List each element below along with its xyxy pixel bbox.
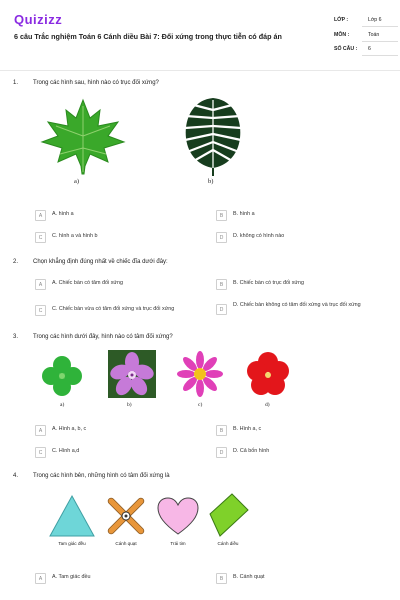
option-letter-box[interactable]: C <box>35 232 46 243</box>
option-letter-box[interactable]: A <box>35 425 46 436</box>
option-letter-box[interactable]: C <box>35 447 46 458</box>
question-4-number: 4. <box>13 473 19 479</box>
q3-caption-b: b) <box>127 402 132 408</box>
q2-option-c[interactable] <box>35 305 174 316</box>
meta-count-label: SỐ CÂU : <box>334 46 358 52</box>
question-2-text: Chọn khẳng định đúng nhất về chiếc đĩa dưới đây: <box>33 259 168 265</box>
option-text: B. Hình a, c <box>233 426 262 432</box>
option-letter-box[interactable]: A <box>35 573 46 584</box>
q4-caption-kite: Cánh diều <box>217 541 239 546</box>
option-text: C. hình a và hình b <box>52 233 98 239</box>
option-text: B. Cánh quạt <box>233 574 265 580</box>
equilateral-triangle-image <box>48 494 96 538</box>
option-text: B. Chiếc bàn có trục đối xứng <box>233 280 305 286</box>
q1-option-a[interactable] <box>35 210 74 221</box>
heart-image <box>156 496 200 536</box>
question-4-text: Trong các hình bên, những hình có tâm đối xứng là <box>33 473 170 479</box>
option-letter-box[interactable]: B <box>216 210 227 221</box>
option-letter-box[interactable]: D <box>216 304 227 315</box>
header-divider <box>0 70 400 71</box>
option-text: C. Hình a,d <box>52 448 80 454</box>
q1-option-b[interactable] <box>216 210 255 221</box>
option-text: A. Chiếc bàn có tâm đối xứng <box>52 280 124 286</box>
option-text: C. Chiếc bàn vừa có tâm đối xứng và trục đối xứng <box>52 306 175 312</box>
question-1-number: 1. <box>13 80 19 86</box>
option-letter-box[interactable]: A <box>35 279 46 290</box>
purple-flower-image <box>108 350 156 398</box>
q3-option-a[interactable] <box>35 425 86 436</box>
kite-image <box>206 492 250 538</box>
q4-option-b[interactable] <box>216 573 264 584</box>
meta-subject-label: MÔN : <box>334 32 350 38</box>
meta-divider <box>362 41 398 42</box>
option-letter-box[interactable]: B <box>216 425 227 436</box>
q4-caption-triangle: Tam giác đều <box>58 541 86 546</box>
option-letter-box[interactable]: C <box>35 305 46 316</box>
option-letter-box[interactable]: A <box>35 210 46 221</box>
option-letter-box[interactable]: D <box>216 447 227 458</box>
q3-caption-a: a) <box>60 402 65 408</box>
meta-divider <box>362 26 398 27</box>
option-text: A. Hình a, b, c <box>52 426 87 432</box>
question-3-text: Trong các hình dưới đây, hình nào có tâm đối xứng? <box>33 334 173 340</box>
monstera-leaf-image <box>182 94 244 178</box>
q1-option-c[interactable] <box>35 232 98 243</box>
question-3-number: 3. <box>13 334 19 340</box>
meta-divider <box>362 55 398 56</box>
pink-daisy-image <box>176 350 224 398</box>
option-text: B. hình a <box>233 211 255 217</box>
q3-option-c[interactable] <box>35 447 79 458</box>
q4-option-a[interactable] <box>35 573 91 584</box>
option-letter-box[interactable]: D <box>216 232 227 243</box>
option-letter-box[interactable]: B <box>216 279 227 290</box>
quizizz-logo: Quizizz <box>14 12 63 27</box>
q2-option-d[interactable] <box>216 301 386 315</box>
option-text: A. hình a <box>52 211 74 217</box>
question-1-text: Trong các hình sau, hình nào có trục đối xứng? <box>33 80 159 86</box>
question-2-number: 2. <box>13 259 19 265</box>
meta-grade-label: LỚP : <box>334 17 349 23</box>
q2-option-b[interactable] <box>216 279 304 290</box>
q4-caption-heart: Trái tim <box>170 541 186 546</box>
option-text: D. Chiếc bàn không có tâm đối xứng và trục đối xứng <box>233 302 361 308</box>
meta-grade-value: Lớp 6 <box>368 17 382 23</box>
worksheet-header <box>0 0 400 66</box>
q3-caption-d: d) <box>265 402 270 408</box>
option-text: D. không có hình nào <box>233 233 285 239</box>
meta-count-value: 6 <box>368 46 371 52</box>
q1-caption-b: b) <box>208 178 214 185</box>
q1-caption-a: a) <box>74 178 80 185</box>
q4-caption-fan: Cánh quạt <box>115 541 137 546</box>
q3-option-d[interactable] <box>216 447 269 458</box>
clover-image <box>40 354 84 398</box>
maple-leaf-image <box>38 96 128 176</box>
option-text: A. Tam giác đều <box>52 574 91 580</box>
option-text: D. Cả bốn hình <box>233 448 270 454</box>
q3-option-b[interactable] <box>216 425 261 436</box>
meta-subject-value: Toán <box>368 32 380 38</box>
red-flower-image <box>244 350 292 398</box>
q1-option-d[interactable] <box>216 232 284 243</box>
q3-caption-c: c) <box>198 402 203 408</box>
q2-option-a[interactable] <box>35 279 123 290</box>
option-letter-box[interactable]: B <box>216 573 227 584</box>
fan-image <box>104 494 148 538</box>
worksheet-title: 6 câu Trắc nghiệm Toán 6 Cánh diều Bài 7: Đối xứng trong thực tiễn có đáp án <box>14 32 282 41</box>
